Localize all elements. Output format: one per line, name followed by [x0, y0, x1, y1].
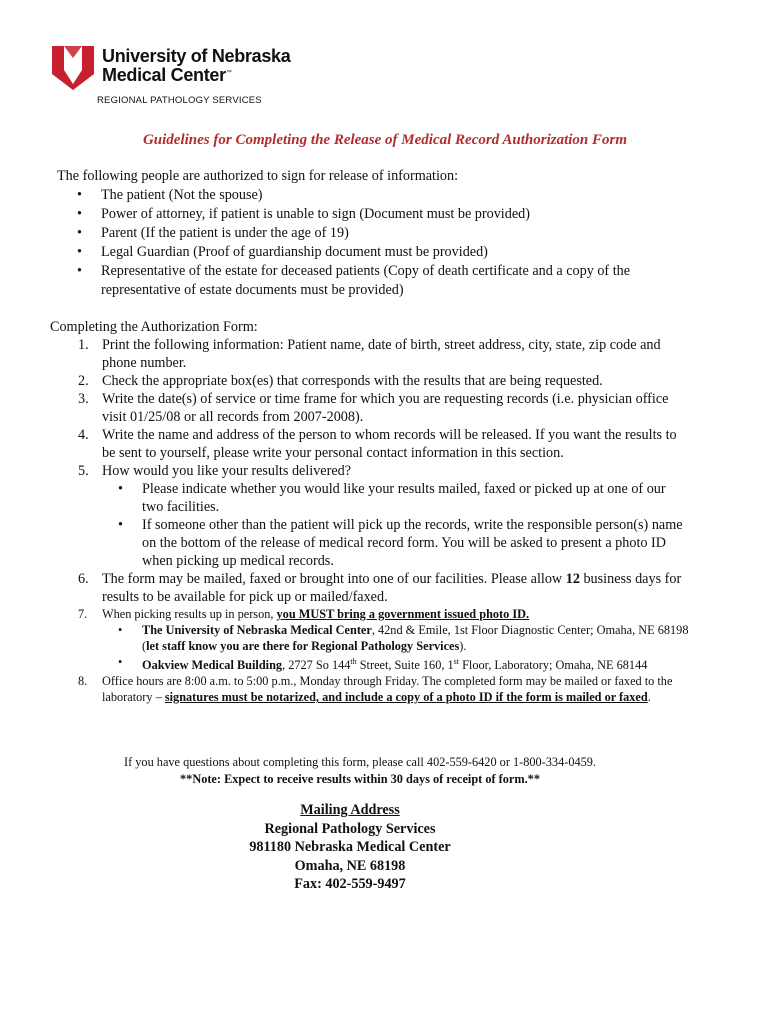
step-3: 3. Write the date(s) of service or time frame for which you are requesting records (i.e. physician office visit 01/25/08 or all records from 2007-2008).	[78, 391, 669, 425]
page-title: Guidelines for Completing the Release of Medical Record Authorization Form	[142, 132, 628, 148]
completing-heading: Completing the Authorization Form:	[50, 319, 258, 335]
list-item: • Representative of the estate for deceased patients (Copy of death certificate and a copy of the representative of estate documents must be provided)	[77, 263, 631, 298]
contact-info	[0, 754, 720, 788]
list-item: • Parent (If the patient is under the age of 19)	[77, 225, 349, 241]
step-5: 5. How would you like your results delivered?	[78, 463, 352, 479]
step-7: 7. When picking results up in person, you MUST bring a government issued photo ID.	[78, 607, 530, 621]
list-item: • Power of attorney, if patient is unable to sign (Document must be provided)	[77, 206, 530, 222]
department-name: REGIONAL PATHOLOGY SERVICES	[97, 95, 262, 106]
authorized-list	[57, 186, 701, 300]
step-5-bullet-2: • If someone other than the patient will pick up the records, write the responsible person(s) name on the bottom of the release of medical record form. You will be asked to present a photo ID when picking up medical records.	[118, 517, 683, 569]
location-2: • Oakview Medical Building, 2727 So 144th Street, Suite 160, 1st Floor, Laboratory; Omaha, NE 68144	[118, 655, 648, 673]
step-5-bullet-1: • Please indicate whether you would like your results mailed, faxed or picked up at one of our two facilities.	[118, 481, 666, 515]
location-1: • The University of Nebraska Medical Center, 42nd & Emile, 1st Floor Diagnostic Center; Omaha, NE 68198 (let staff know you are there for Regional Pathology Services).	[118, 623, 689, 653]
org-name-line2	[102, 65, 232, 86]
authorized-signers-section	[57, 167, 701, 300]
contact-line: If you have questions about completing this form, please call 402-559-6420 or 1-800-334-0459.	[124, 755, 596, 769]
completing-form-section	[50, 318, 690, 705]
step-2: 2. Check the appropriate box(es) that corresponds with the results that are being requested.	[78, 373, 603, 389]
step-4: 4. Write the name and address of the person to whom records will be released. If you want the results to be sent to yourself, please write your personal contact information in this section.	[78, 427, 677, 461]
mailing-line-2: 981180 Nebraska Medical Center	[249, 839, 451, 855]
mailing-line-1: Regional Pathology Services	[264, 820, 436, 837]
org-name-line2-text: Medical Center	[102, 65, 226, 85]
step-8: 8. Office hours are 8:00 a.m. to 5:00 p.m., Monday through Friday. The completed form may be mailed or faxed to the laboratory – signatures must be notarized, and include a copy of a photo ID if the form is mailed or faxed.	[78, 674, 673, 705]
org-name-line1: University of Nebraska	[102, 46, 291, 66]
step-6: 6. The form may be mailed, faxed or brought into one of our facilities. Please allow 12 business days for results to be available for pick up or mailed/faxed.	[78, 571, 682, 605]
list-item: • The patient (Not the spouse)	[77, 187, 263, 203]
intro-text: The following people are authorized to sign for release of information:	[57, 168, 459, 184]
results-note: **Note: Expect to receive results within 30 days of receipt of form.**	[180, 772, 540, 786]
trademark: ™	[225, 70, 232, 76]
mailing-address	[0, 801, 700, 894]
unmc-n-logo-icon	[50, 44, 96, 90]
fax-number: Fax: 402-559-9497	[294, 876, 406, 892]
mailing-heading: Mailing Address	[300, 802, 400, 818]
list-item: • Legal Guardian (Proof of guardianship document must be provided)	[77, 244, 488, 260]
mailing-line-3: Omaha, NE 68198	[294, 857, 406, 874]
step-1: 1. Print the following information: Patient name, date of birth, street address, city, state, zip code and phone number.	[78, 337, 661, 371]
